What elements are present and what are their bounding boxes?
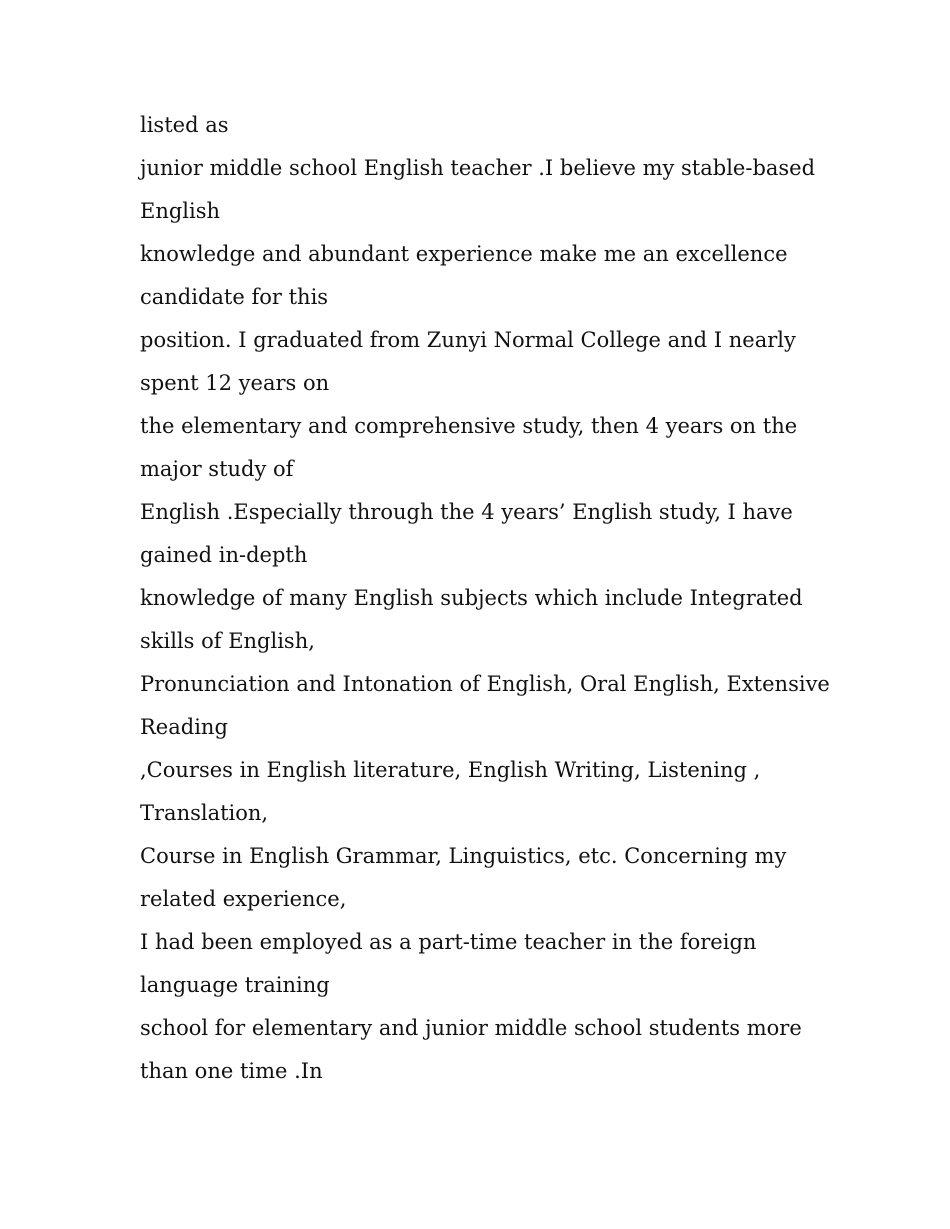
- text-line: English .Especially through the 4 years’ English study, I have: [140, 500, 793, 524]
- text-line: Reading: [140, 715, 228, 739]
- text-line: junior middle school English teacher .I believe my stable-based: [140, 156, 816, 180]
- text-line: listed as: [140, 113, 229, 137]
- text-line: than one time .In: [140, 1059, 323, 1083]
- text-line: Course in English Grammar, Linguistics, etc. Concerning my: [140, 844, 787, 868]
- body-text: [140, 104, 830, 1093]
- text-line: gained in-depth: [140, 543, 308, 567]
- text-line: skills of English,: [140, 629, 315, 653]
- text-line: Pronunciation and Intonation of English, Oral English, Extensive: [140, 672, 830, 696]
- text-line: spent 12 years on: [140, 371, 330, 395]
- text-line: language training: [140, 973, 330, 997]
- text-line: Translation,: [140, 801, 269, 825]
- text-line: candidate for this: [140, 285, 329, 309]
- text-line: related experience,: [140, 887, 347, 911]
- text-line: ,Courses in English literature, English Writing, Listening ,: [140, 758, 761, 782]
- text-line: position. I graduated from Zunyi Normal College and I nearly: [140, 328, 796, 352]
- text-line: major study of: [140, 457, 294, 481]
- text-line: knowledge of many English subjects which include Integrated: [140, 586, 803, 610]
- text-line: school for elementary and junior middle school students more: [140, 1016, 802, 1040]
- text-line: knowledge and abundant experience make me an excellence: [140, 242, 788, 266]
- text-line: the elementary and comprehensive study, then 4 years on the: [140, 414, 798, 438]
- text-line: English: [140, 199, 221, 223]
- text-line: I had been employed as a part-time teacher in the foreign: [140, 930, 757, 954]
